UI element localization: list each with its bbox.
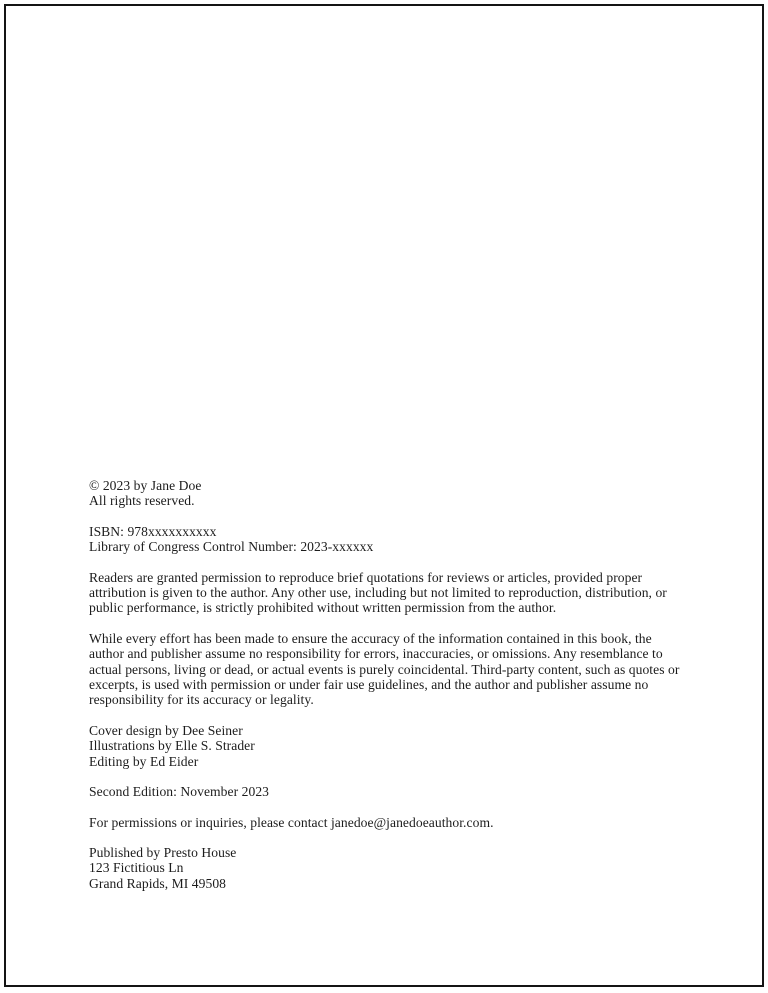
cover-design-credit: Cover design by Dee Seiner bbox=[89, 722, 243, 738]
illustrations-credit: Illustrations by Elle S. Strader bbox=[89, 738, 255, 754]
all-rights-reserved-line: All rights reserved. bbox=[89, 493, 195, 509]
lccn-line: Library of Congress Control Number: 2023-xxxxxx bbox=[89, 539, 374, 555]
edition-block bbox=[89, 784, 681, 799]
isbn-line: ISBN: 978xxxxxxxxxx bbox=[89, 523, 217, 539]
editing-credit: Editing by Ed Eider bbox=[89, 753, 199, 769]
disclaimer-paragraph: While every effort has been made to ensure the accuracy of the information contained in this book, the author and publisher assume no responsibility for errors, inaccuracies, or omissions. Any resemblance to actual persons, living or dead, or actual events is purely coincidental. Third-party content, such as quotes or excerpts, is used with permission or under fair use guidelines, and the author and publisher assume no responsibility for its accuracy or legality. bbox=[89, 630, 680, 708]
credits-block bbox=[89, 723, 681, 769]
publisher-name-line: Published by Presto House bbox=[89, 844, 237, 860]
copyright-notice-line: © 2023 by Jane Doe bbox=[89, 478, 202, 493]
contact-block bbox=[89, 815, 681, 830]
contact-line: For permissions or inquiries, please contact janedoe@janedoeauthor.com. bbox=[89, 814, 494, 830]
publisher-city-line: Grand Rapids, MI 49508 bbox=[89, 875, 227, 891]
permissions-paragraph: Readers are granted permission to reproduce brief quotations for reviews or articles, provided proper attribution is given to the author. Any other use, including but not limited to reproduction, distribution, or public performance, is strictly prohibited without written permission from the author. bbox=[89, 569, 667, 616]
edition-line: Second Edition: November 2023 bbox=[89, 784, 270, 800]
publisher-street-line: 123 Fictitious Ln bbox=[89, 860, 184, 876]
copyright-notice-block bbox=[89, 478, 681, 509]
copyright-text-block bbox=[89, 478, 681, 891]
publisher-block bbox=[89, 845, 681, 891]
identifiers-block bbox=[89, 524, 681, 555]
